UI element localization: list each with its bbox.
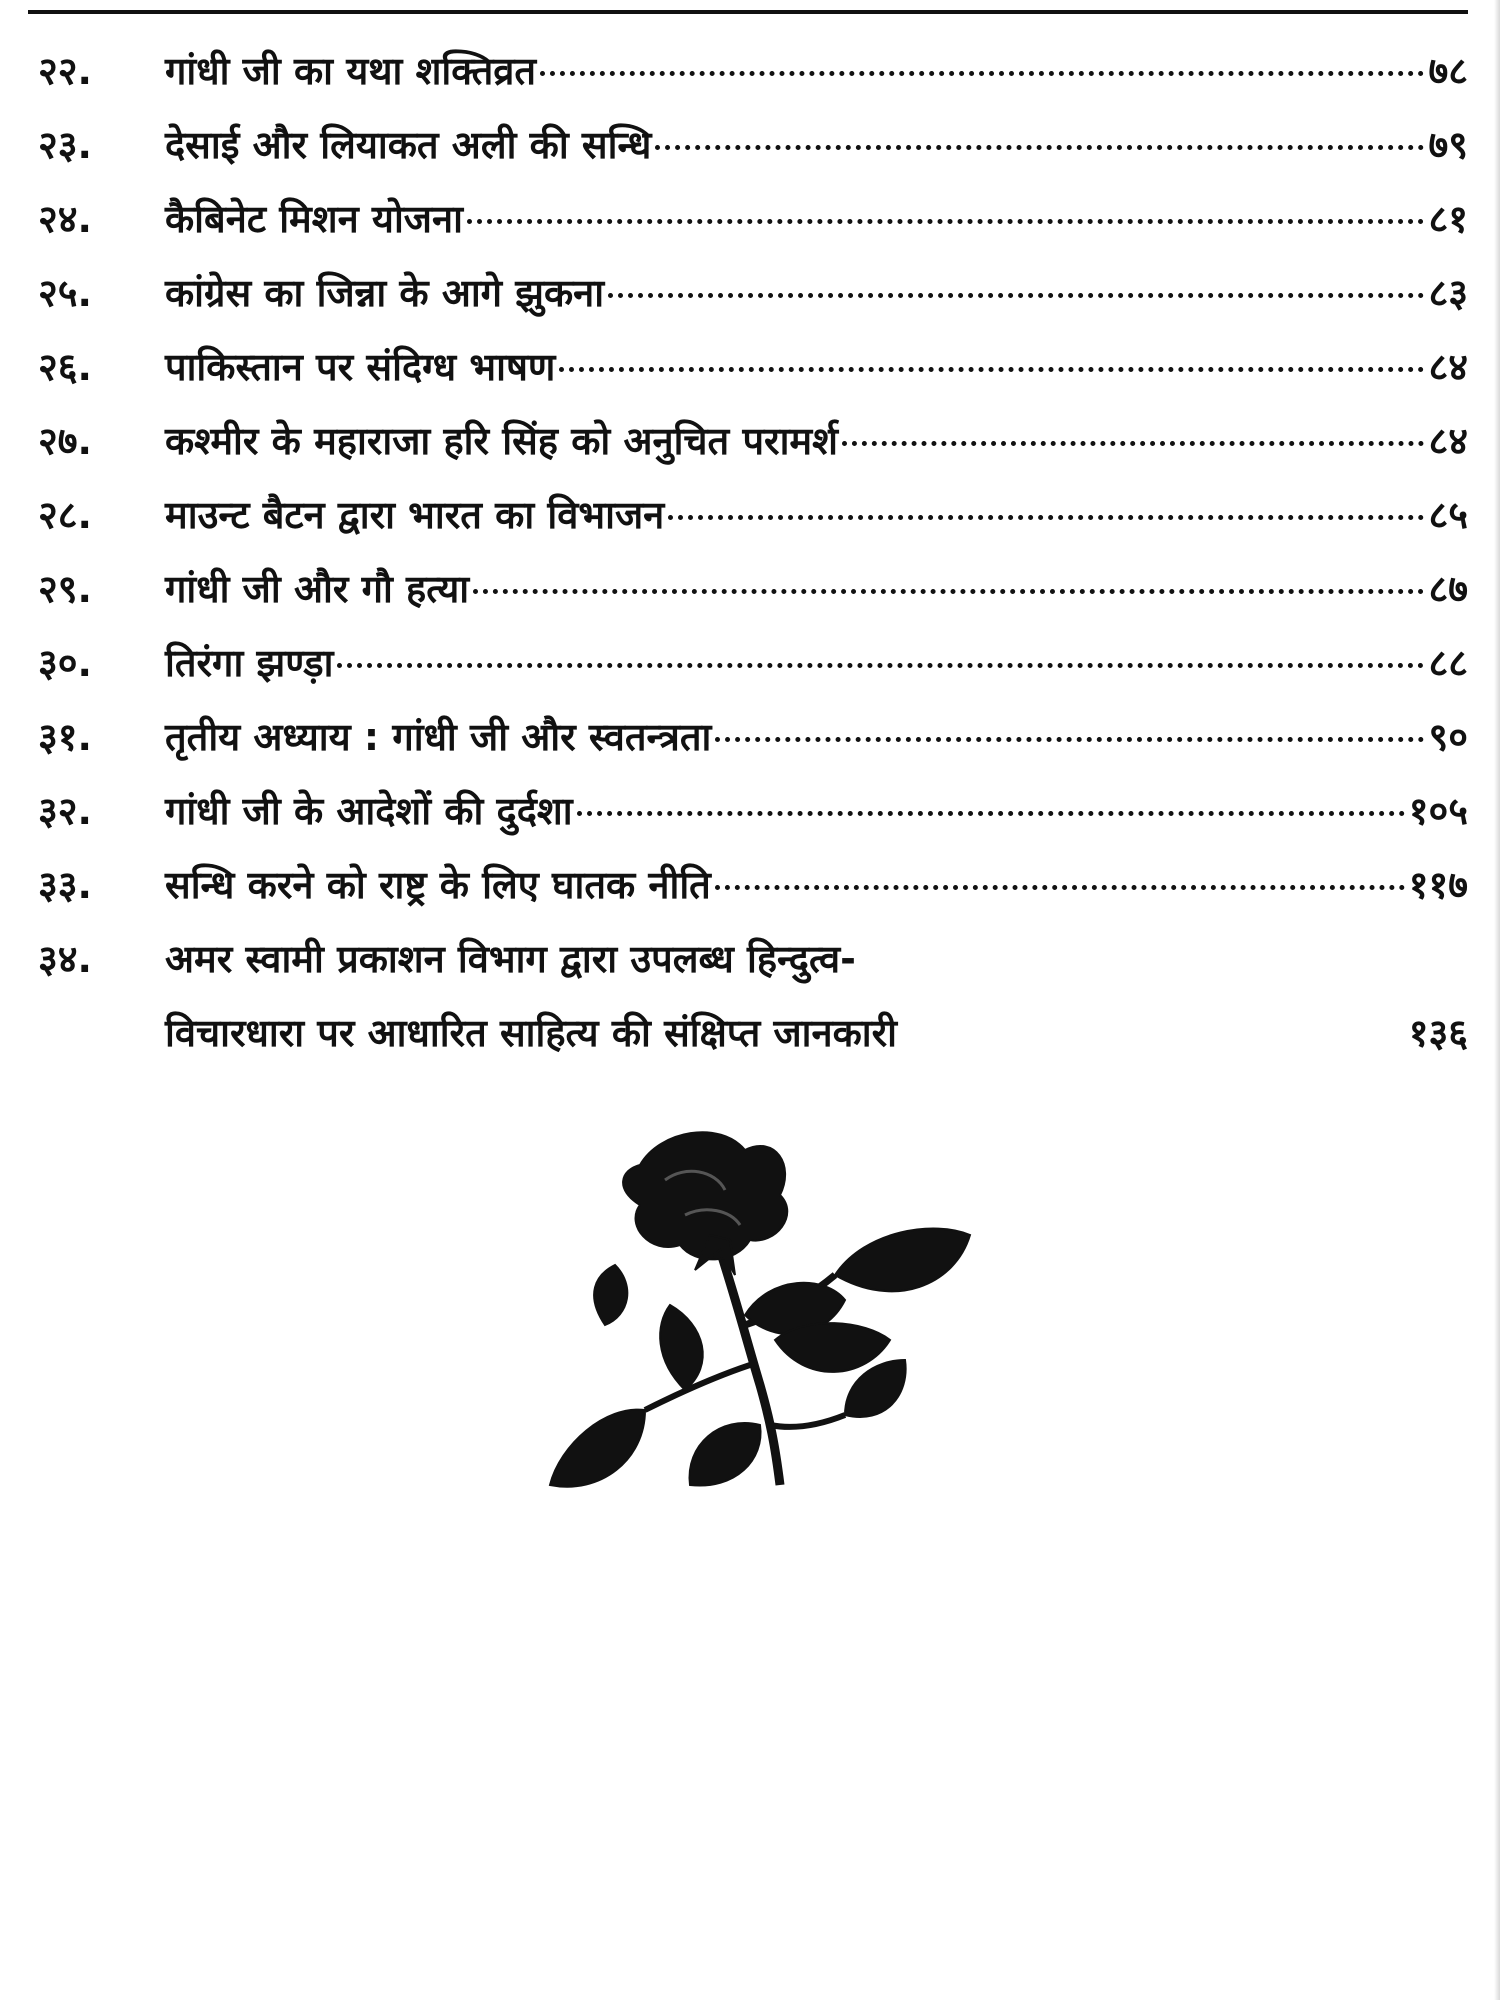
- toc-row-29: [0, 552, 1500, 626]
- toc-page-number: १३६: [1408, 1011, 1468, 1055]
- toc-entry: [165, 256, 1468, 330]
- toc-page-number: ११७: [1408, 863, 1468, 907]
- dot-leader: [540, 71, 1424, 76]
- table-of-contents: [0, 34, 1500, 1070]
- rose-icon: [545, 1125, 1055, 1525]
- toc-page-number: ८७: [1428, 567, 1468, 611]
- toc-number: २७.: [38, 419, 92, 463]
- toc-page-number: १०५: [1408, 789, 1468, 833]
- toc-entry: [165, 478, 1468, 552]
- rose-leaf: [690, 1423, 761, 1485]
- rose-flower: [623, 1132, 787, 1259]
- toc-title: कांग्रेस का जिन्ना के आगे झुकना: [165, 271, 605, 315]
- toc-entry: [165, 774, 1468, 848]
- toc-number: २५.: [38, 271, 92, 315]
- top-rule: [28, 10, 1468, 14]
- toc-title-line-2: विचारधारा पर आधारित साहित्य की संक्षिप्त जानकारी: [165, 1011, 897, 1055]
- toc-entry: [165, 330, 1468, 404]
- toc-number: ३२.: [38, 789, 92, 833]
- toc-page-number: ९०: [1428, 715, 1468, 759]
- toc-row-30: [0, 626, 1500, 700]
- dot-leader: [559, 367, 1424, 372]
- toc-entry: [165, 182, 1468, 256]
- toc-number: २३.: [38, 123, 92, 167]
- toc-row-34: [0, 922, 1500, 1070]
- dot-leader: [842, 441, 1424, 446]
- dot-leader: [467, 219, 1425, 224]
- rose-leaf: [594, 1265, 627, 1325]
- page-edge-shadow: [1494, 0, 1500, 2000]
- toc-entry: [165, 626, 1468, 700]
- dot-leader: [577, 811, 1405, 816]
- toc-page-number: ८५: [1428, 493, 1468, 537]
- toc-page-number: ७९: [1428, 123, 1468, 167]
- dot-leader: [608, 293, 1424, 298]
- toc-entry: [165, 700, 1468, 774]
- dot-leader: [715, 885, 1405, 890]
- rose-leaf: [835, 1228, 970, 1291]
- toc-row-33: [0, 848, 1500, 922]
- toc-row-22: [0, 34, 1500, 108]
- toc-number: ३०.: [38, 641, 92, 685]
- toc-page-number: ८१: [1428, 197, 1468, 241]
- rose-leaf: [550, 1410, 645, 1487]
- toc-title: सन्धि करने को राष्ट्र के लिए घातक नीति: [165, 863, 711, 907]
- dot-leader: [337, 663, 1424, 668]
- rose-branch: [770, 1415, 845, 1427]
- toc-title: कश्मीर के महाराजा हरि सिंह को अनुचित परामर्श: [165, 419, 838, 463]
- toc-number: २९.: [38, 567, 92, 611]
- toc-title: पाकिस्तान पर संदिग्ध भाषण: [165, 345, 556, 389]
- toc-entry: [165, 108, 1468, 182]
- toc-title: गांधी जी के आदेशों की दुर्दशा: [165, 789, 573, 833]
- toc-title: माउन्ट बैटन द्वारा भारत का विभाजन: [165, 493, 665, 537]
- toc-row-25: [0, 256, 1500, 330]
- toc-entry: [165, 34, 1468, 108]
- toc-number: ३४.: [38, 937, 92, 981]
- toc-page-number: ८४: [1428, 419, 1468, 463]
- toc-page-number: ७८: [1428, 49, 1468, 93]
- toc-row-27: [0, 404, 1500, 478]
- rose-leaf: [775, 1323, 890, 1372]
- toc-entry: [165, 922, 1468, 1070]
- toc-number: २६.: [38, 345, 92, 389]
- toc-number: ३१.: [38, 715, 92, 759]
- toc-number: २४.: [38, 197, 92, 241]
- dot-leader: [715, 737, 1424, 742]
- toc-title: देसाई और लियाकत अली की सन्धि: [165, 123, 652, 167]
- toc-number: २८.: [38, 493, 92, 537]
- toc-title: कैबिनेट मिशन योजना: [165, 197, 463, 241]
- rose-leaf: [660, 1305, 703, 1390]
- toc-title: तृतीय अध्याय : गांधी जी और स्वतन्त्रता: [165, 715, 712, 759]
- toc-entry: [165, 552, 1468, 626]
- toc-page-number: ८४: [1428, 345, 1468, 389]
- toc-number: २२.: [38, 49, 92, 93]
- toc-row-32: [0, 774, 1500, 848]
- toc-title-line-2-row: [165, 996, 1468, 1070]
- toc-title: गांधी जी का यथा शक्तिव्रत: [165, 49, 537, 93]
- toc-row-31: [0, 700, 1500, 774]
- dot-leader: [668, 515, 1424, 520]
- toc-row-24: [0, 182, 1500, 256]
- dot-leader: [473, 589, 1424, 594]
- toc-page-number: ८३: [1428, 271, 1468, 315]
- toc-row-28: [0, 478, 1500, 552]
- toc-page-number: ८८: [1428, 641, 1468, 685]
- toc-title: गांधी जी और गौ हत्या: [165, 567, 470, 611]
- toc-row-26: [0, 330, 1500, 404]
- toc-title: तिरंगा झण्ड़ा: [165, 641, 334, 685]
- toc-entry: [165, 404, 1468, 478]
- toc-row-23: [0, 108, 1500, 182]
- toc-number: ३३.: [38, 863, 92, 907]
- toc-title-line-1: अमर स्वामी प्रकाशन विभाग द्वारा उपलब्ध हिन्दुत्व-: [165, 937, 856, 981]
- toc-entry: [165, 848, 1468, 922]
- dot-leader: [655, 145, 1424, 150]
